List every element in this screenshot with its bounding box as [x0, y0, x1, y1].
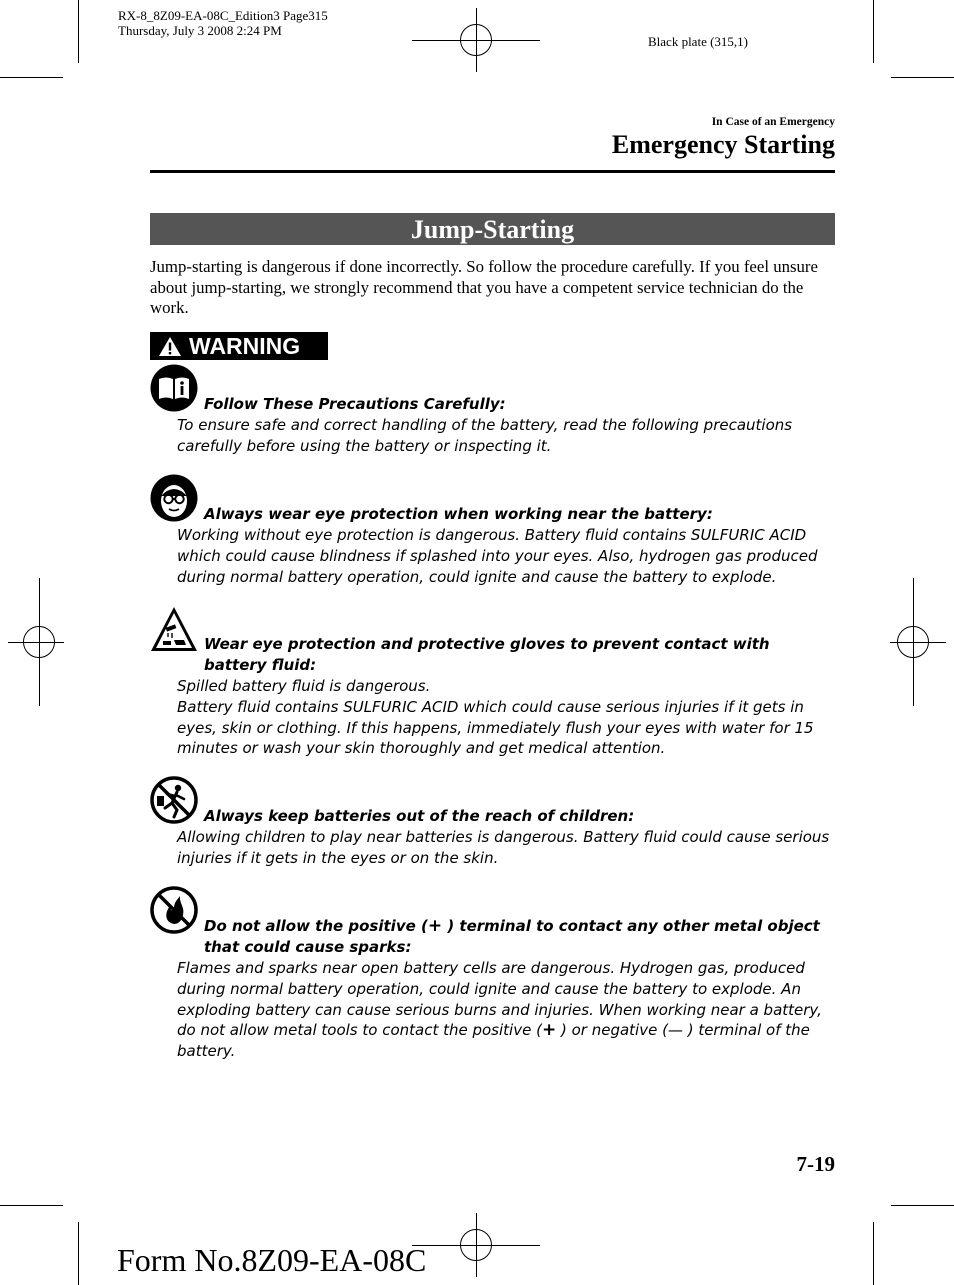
precaution-body: Allowing children to play near batteries is dangerous. Battery fluid could cause serious injuries if it gets in the eyes or on the skin.	[177, 828, 830, 867]
registration-circle	[460, 1229, 492, 1261]
negative-terminal-icon: —	[667, 1021, 683, 1040]
page-title: Emergency Starting	[611, 130, 835, 159]
precaution-heading: Wear eye protection and protective gloves to prevent contact with battery fluid:	[204, 635, 770, 674]
page-number: 7-19	[796, 1152, 835, 1176]
date-line: Thursday, July 3 2008 2:24 PM	[118, 23, 282, 38]
warning-triangle-icon	[158, 336, 182, 357]
precaution-heading: Do not allow the positive (+ ) terminal to contact any other metal object that could cause sparks:	[204, 916, 820, 956]
crop-mark	[0, 1205, 63, 1206]
section-label: In Case of an Emergency	[711, 116, 835, 128]
crop-mark	[0, 77, 63, 78]
title-rule	[150, 170, 835, 173]
precaution-body: To ensure safe and correct handling of the battery, read the following precautions carefully before using the battery or inspecting it.	[177, 416, 793, 455]
precaution-heading: Always keep batteries out of the reach of children:	[204, 807, 635, 825]
crop-mark	[873, 0, 874, 63]
crop-mark	[891, 77, 954, 78]
crop-mark	[873, 1222, 874, 1285]
positive-terminal-icon: +	[541, 1020, 557, 1041]
crop-mark	[78, 1222, 79, 1285]
precaution-body: Working without eye protection is dangerous. Battery fluid contains SULFURIC ACID which could cause blindness if splashed into your eyes. Also, hydrogen gas produced during normal battery operation, could ignite and cause the battery to explode.	[177, 526, 818, 586]
crop-mark	[891, 1205, 954, 1206]
warning-text: WARNING	[189, 333, 301, 359]
positive-terminal-icon: +	[427, 916, 443, 936]
file-line: RX-8_8Z09-EA-08C_Edition3 Page315	[118, 8, 328, 23]
print-meta	[118, 8, 328, 38]
crop-mark	[78, 0, 79, 63]
precaution-heading: Always wear eye protection when working near the battery:	[204, 505, 713, 523]
warning-label	[150, 332, 328, 360]
form-number: Form No.8Z09-EA-08C	[117, 1242, 427, 1278]
precaution-body: Flames and sparks near open battery cells are dangerous. Hydrogen gas, produced during normal battery operation, could ignite and cause the battery to explode. An exploding battery can cause serious burns and injuries. When working near a battery, do not allow metal tools to contact the positive (+ ) or negative (— ) terminal of the battery.	[177, 959, 822, 1061]
jump-starting-banner: Jump-Starting	[150, 213, 835, 245]
black-plate-label: Black plate (315,1)	[648, 34, 748, 49]
precaution-heading: Follow These Precautions Carefully:	[204, 395, 506, 413]
intro-paragraph: Jump-starting is dangerous if done incorrectly. So follow the procedure carefully. If you feel unsure about jump-starting, we strongly recommend that you have a competent service technician do the work.	[150, 257, 818, 318]
registration-circle	[23, 626, 55, 658]
registration-circle	[460, 24, 492, 56]
registration-circle	[897, 626, 929, 658]
precaution-body: Spilled battery fluid is dangerous. Battery fluid contains SULFURIC ACID which could cause serious injuries if it gets in eyes, skin or clothing. If this happens, immediately flush your eyes with water for 15 minutes or wash your skin thoroughly and get medical attention.	[177, 677, 814, 758]
